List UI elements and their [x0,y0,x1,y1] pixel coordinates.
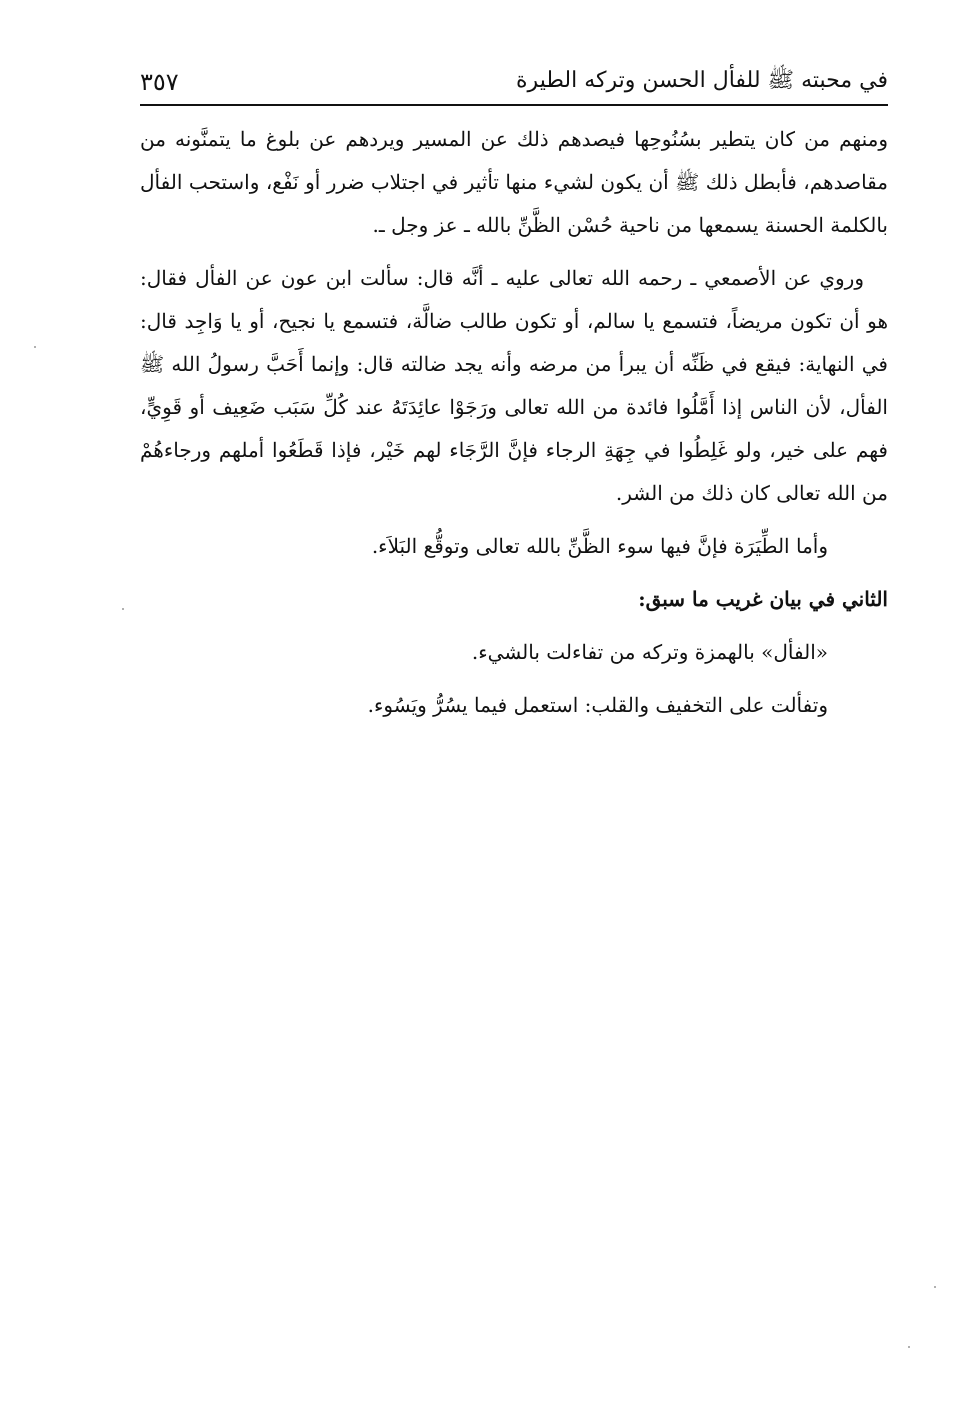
scan-speck [934,1286,936,1288]
page-number: ٣٥٧ [140,68,179,96]
body-paragraph: وأما الطِّيَرَة فإنَّ فيها سوء الظَّنِّ بالله تعالى وتوقُّع البَلاَء. [371,534,828,558]
scan-speck [122,608,124,610]
page-body [140,118,888,737]
scan-speck [34,346,36,348]
body-paragraph: «الفأل» بالهمزة وتركه من تفاءلت بالشيء. [471,640,828,664]
running-head [140,62,888,102]
body-paragraph: وروي عن الأصمعي ـ رحمه الله تعالى عليه ـ أنَّه قال: سألت ابن عون عن الفأل فقال: هو أن تكون مريضاً، فتسمع يا سالم، أو تكون طالب ضالَّة، فتسمع يا نجيح، أو يا وَاجِد قال: في النهاية: فيقع في ظَنِّه أن يبرأ من مرضه وأنه يجد ضالته قال: وإنما أَحَبَّ رسولُ الله ﷺ الفأل، لأن الناس إذا أَمَّلُوا فائدة من الله تعالى ورَجَوْا عائِدَتَهُ عند كُلِّ سَبَب ضَعِيف أو قَوِيٍّ، فهم على خير، ولو غَلِطُوا في جِهَةِ الرجاء فإنَّ الرَّجَاء لهم خَيْر، فإذا قَطَعُوا أملهم ورجاءهُمْ من الله تعالى كان ذلك من الشر. [140,266,888,505]
section-heading: الثاني في بيان غريب ما سبق: [638,587,888,611]
body-paragraph: وتفألت على التخفيف والقلب: استعمل فيما يسُرُّ ويَسُوء. [367,693,828,717]
scan-speck [908,1346,910,1348]
body-paragraph: ومنهم من كان يتطير بسُنُوحِها فيصدهم ذلك عن المسير ويردهم عن بلوغ ما يتمنَّونه من مقاصدهم، فأبطل ذلك ﷺ أن يكون لشيء منها تأثير في اجتلاب ضرر أو نَفْع، واستحب الفأل بالكلمة الحسنة يسمعها من ناحية حُسْن الظَّنِّ بالله ـ عز وجل ـ. [140,127,888,237]
running-title: في محبته ﷺ للفأل الحسن وتركه الطيرة [516,68,888,93]
header-rule [140,104,888,106]
